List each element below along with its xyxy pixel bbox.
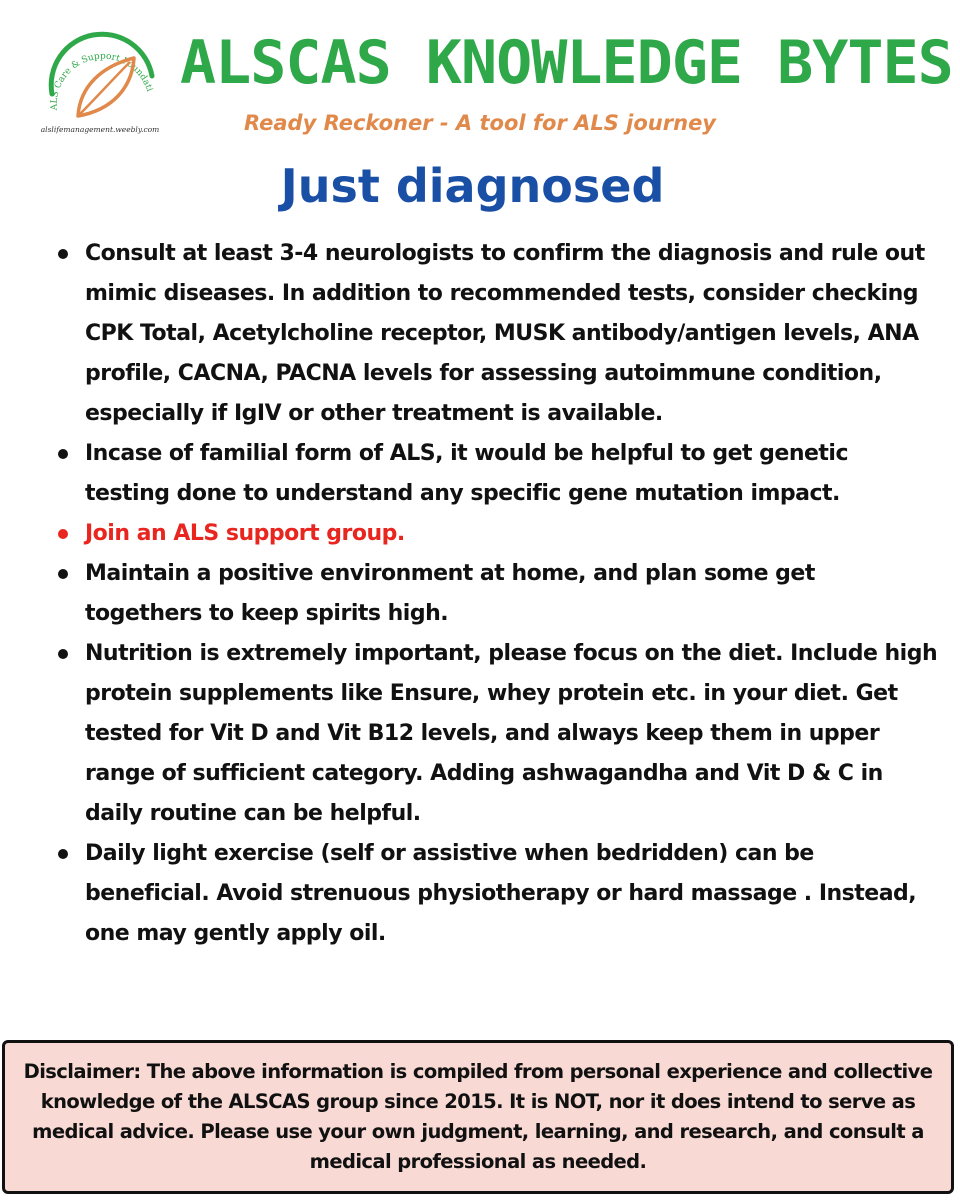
- logo-graphic: [40, 24, 160, 139]
- header-title: ALSCAS KNOWLEDGE BYTES: [180, 28, 953, 98]
- disclaimer-box: [2, 1040, 954, 1194]
- bullet-dot-icon: [58, 449, 68, 459]
- bullet-dot-icon: [58, 249, 68, 259]
- bullet-text: Nutrition is extremely important, please focus on the diet. Include high protein supplements like Ensure, whey protein etc. in your diet. Get tested for Vit D and Vit B12 levels, and always keep them in upper range of sufficient category. Adding ashwagandha and Vit D & C in daily routine can be helpful.: [85, 641, 938, 826]
- disclaimer-text: Disclaimer: The above information is compiled from personal experience and collective knowledge of the ALSCAS group since 2015. It is NOT, nor it does intend to serve as medical advice. Please use your own judgment, learning, and research, and consult a medical professional as needed.: [23, 1060, 933, 1173]
- bullet-text: Join an ALS support group.: [85, 521, 405, 546]
- bullet-item: [58, 554, 938, 634]
- bullet-list: [58, 234, 938, 954]
- bullet-item: [58, 634, 938, 834]
- logo-url-text: alslifemanagement.weebly.com: [40, 125, 160, 134]
- header-subtitle: Ready Reckoner - A tool for ALS journey: [244, 111, 716, 135]
- bullet-dot-icon: [58, 849, 68, 859]
- bullet-item: [58, 834, 938, 954]
- page-heading: Just diagnosed: [280, 159, 665, 213]
- leaf-icon: [78, 58, 134, 116]
- bullet-item: [58, 434, 938, 514]
- bullet-dot-icon: [58, 529, 68, 539]
- logo-arc-text: ALS Care & Support Foundati: [49, 51, 155, 111]
- bullet-text: Incase of familial form of ALS, it would be helpful to get genetic testing done to understand any specific gene mutation impact.: [85, 441, 849, 506]
- bullet-item: [58, 234, 938, 434]
- bullet-dot-icon: [58, 569, 68, 579]
- bullet-text: Daily light exercise (self or assistive when bedridden) can be beneficial. Avoid strenuous physiotherapy or hard massage . Instead, one may gently apply oil.: [85, 841, 917, 946]
- bullet-item-highlighted: [58, 514, 938, 554]
- alscas-logo: [40, 24, 160, 139]
- bullet-dot-icon: [58, 649, 68, 659]
- bullet-text: Consult at least 3-4 neurologists to confirm the diagnosis and rule out mimic diseases. In addition to recommended tests, consider checking CPK Total, Acetylcholine receptor, MUSK antibody/antigen levels, ANA profile, CACNA, PACNA levels for assessing autoimmune condition, especially if IgIV or other treatment is available.: [85, 241, 925, 426]
- bullet-text: Maintain a positive environment at home, and plan some get togethers to keep spirits high.: [85, 561, 815, 626]
